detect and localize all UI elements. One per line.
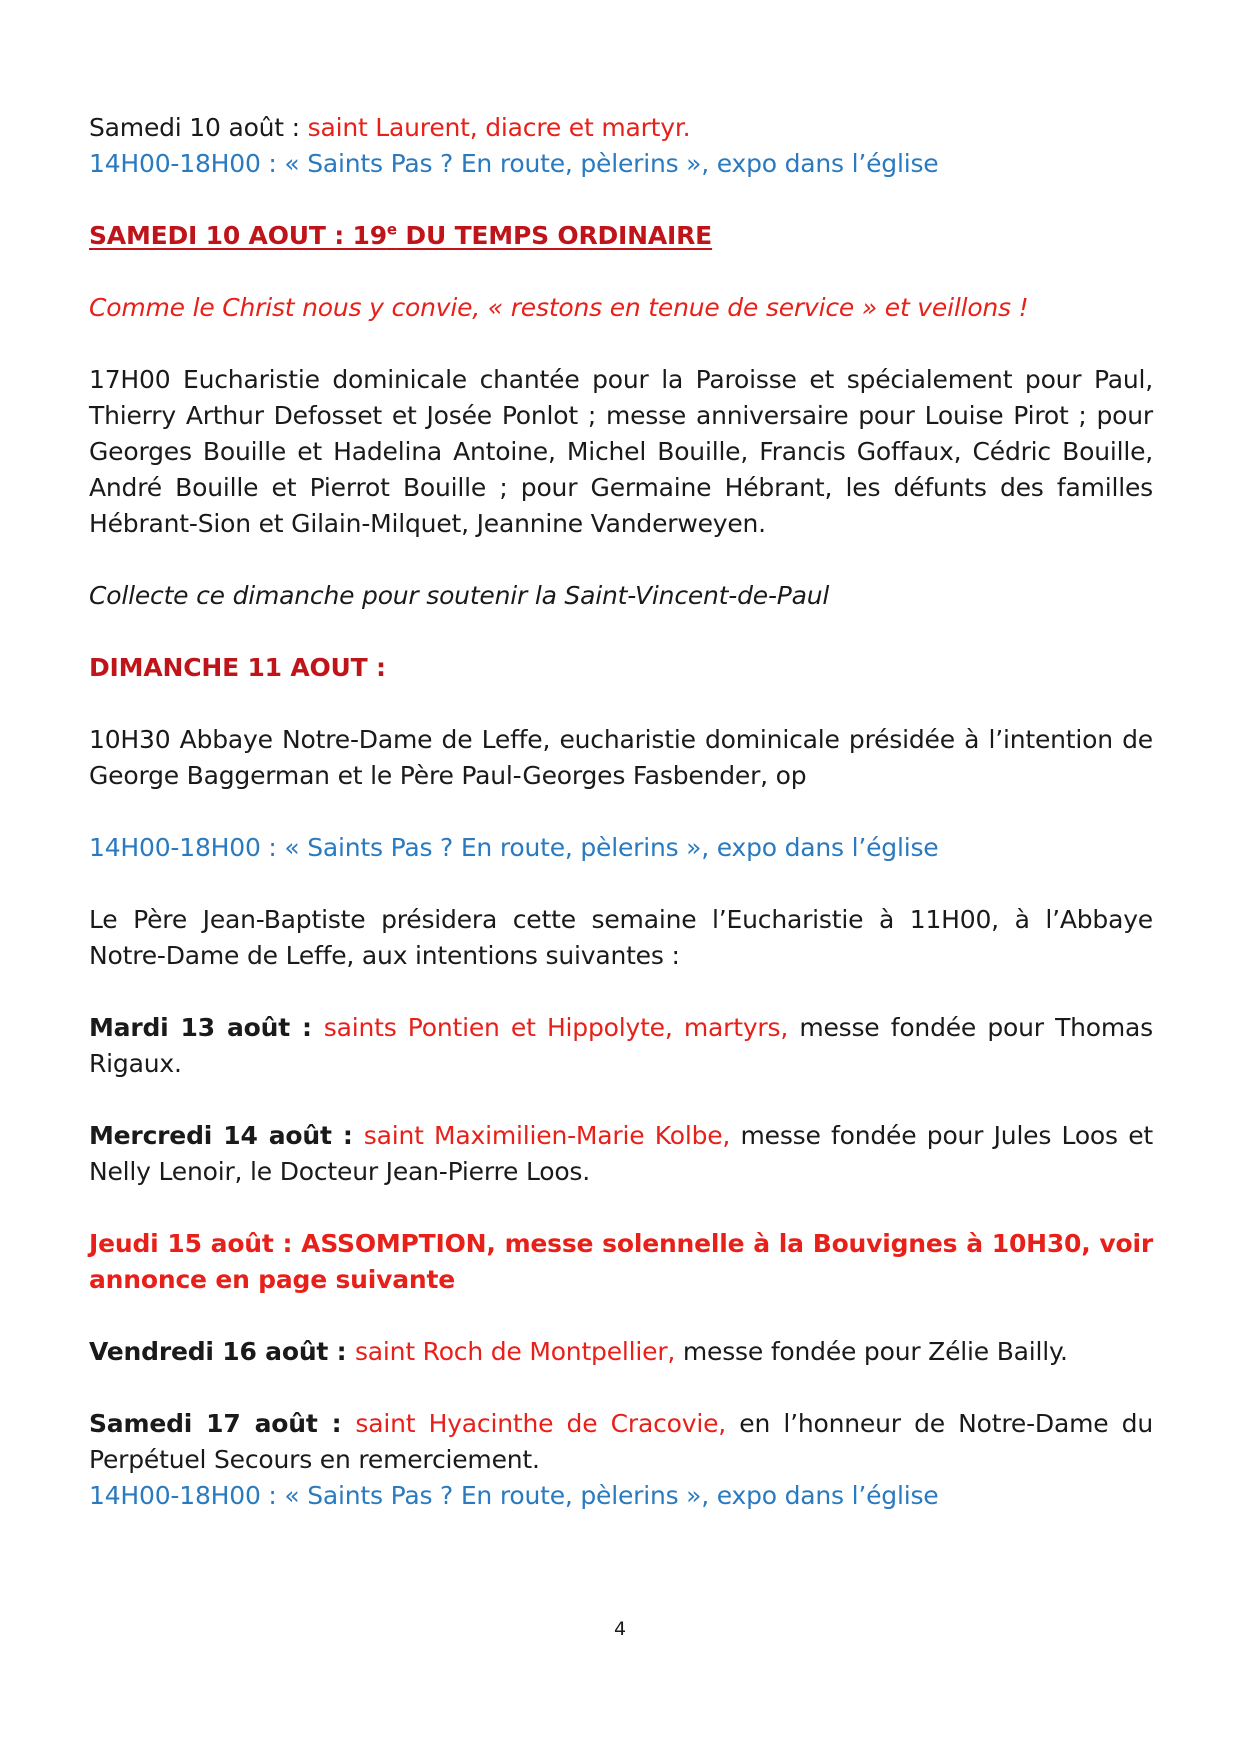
leffe-1030-paragraph: 10H30 Abbaye Notre-Dame de Leffe, eucharistie dominicale présidée à l’intention de George Baggerman et le Père Paul-Georges Fasbender, op — [89, 725, 1153, 790]
friday-label: Vendredi 16 août : — [89, 1337, 355, 1366]
tuesday-intention: messe fondée pour Thomas Rigaux. — [89, 1013, 1153, 1078]
saturday-10-label: Samedi 10 août : — [89, 113, 308, 142]
saturday-heading-main: SAMEDI 10 AOUT : 19 — [89, 221, 387, 250]
pere-jean-baptiste-paragraph: Le Père Jean-Baptiste présidera cette semaine l’Eucharistie à 11H00, à l’Abbaye Notre-Dame de Leffe, aux intentions suivantes : — [89, 905, 1153, 970]
thursday-assumption-entry: Jeudi 15 août : ASSOMPTION, messe solennelle à la Bouvignes à 10H30, voir annonce en page suivante — [89, 1229, 1153, 1294]
eucharist-17h-paragraph: 17H00 Eucharistie dominicale chantée pour la Paroisse et spécialement pour Paul, Thierry Arthur Defosset et Josée Ponlot ; messe anniversaire pour Louise Pirot ; pour Georges Bouille et Hadelina Antoine, Michel Bouille, Francis Goffaux, Cédric Bouille, André Bouille et Pierrot Bouille ; pour Germaine Hébrant, les défunts des familles Hébrant-Sion et Gilain-Milquet, Jeannine Vanderweyen. — [89, 365, 1153, 538]
wednesday-intention: messe fondée pour Jules Loos et Nelly Lenoir, le Docteur Jean-Pierre Loos. — [89, 1121, 1153, 1186]
wednesday-label: Mercredi 14 août : — [89, 1121, 364, 1150]
saturday-17-label: Samedi 17 août : — [89, 1409, 356, 1438]
tuesday-entry — [89, 1010, 1153, 1082]
collecte-note: Collecte ce dimanche pour soutenir la Saint-Vincent-de-Paul — [89, 581, 830, 610]
wednesday-entry — [89, 1118, 1153, 1190]
saturday-17-intention: en l’honneur de Notre-Dame du Perpétuel Secours en remerciement. — [89, 1409, 1153, 1474]
expo-notice-1: 14H00-18H00 : « Saints Pas ? En route, pèlerins », expo dans l’église — [89, 149, 939, 178]
exhortation: Comme le Christ nous y convie, « restons en tenue de service » et veillons ! — [89, 293, 1029, 322]
friday-entry — [89, 1334, 1153, 1370]
tuesday-saint: saints Pontien et Hippolyte, martyrs, — [323, 1013, 789, 1042]
saturday-17-entry — [89, 1406, 1153, 1478]
friday-saint: saint Roch de Montpellier, — [354, 1337, 676, 1366]
page-number: 4 — [613, 1618, 627, 1640]
document-page — [89, 110, 1153, 1514]
sunday-heading: DIMANCHE 11 AOUT : — [89, 653, 386, 682]
saturday-heading — [89, 218, 1153, 254]
tuesday-label: Mardi 13 août : — [89, 1013, 324, 1042]
saturday-heading-tail: DU TEMPS ORDINAIRE — [396, 221, 713, 250]
expo-notice-2: 14H00-18H00 : « Saints Pas ? En route, pèlerins », expo dans l’église — [89, 833, 939, 862]
saturday-10-saint: saint Laurent, diacre et martyr. — [307, 113, 691, 142]
wednesday-saint: saint Maximilien-Marie Kolbe, — [363, 1121, 731, 1150]
expo-notice-3: 14H00-18H00 : « Saints Pas ? En route, pèlerins », expo dans l’église — [89, 1481, 939, 1510]
friday-intention: messe fondée pour Zélie Bailly. — [675, 1337, 1068, 1366]
saturday-heading-sup: e — [386, 220, 397, 239]
saturday-heading-text — [89, 221, 712, 250]
saturday-17-saint: saint Hyacinthe de Cracovie, — [355, 1409, 727, 1438]
saturday-10-entry — [89, 110, 1153, 146]
